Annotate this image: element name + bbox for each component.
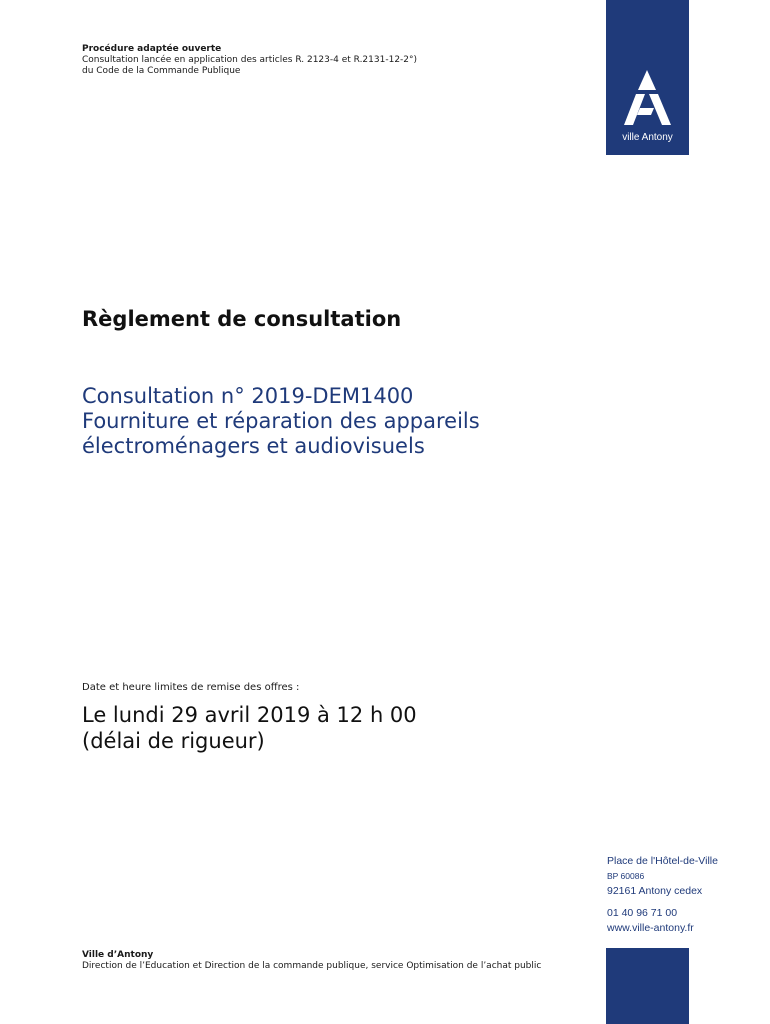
deadline-block [82,702,417,754]
deadline-label: Date et heure limites de remise des offres : [82,682,300,693]
contact-block [607,854,718,936]
bottom-band [606,948,689,1024]
deadline-date: Le lundi 29 avril 2019 à 12 h 00 [82,703,417,727]
footer-organization: Ville d’Antony [82,950,154,960]
procedure-header [82,44,417,77]
procedure-line-1: Consultation lancée en application des articles R. 2123-4 et R.2131-12-2°) [82,55,418,65]
logo-band [606,0,689,155]
procedure-title: Procédure adaptée ouverte [82,44,222,54]
subject-line-1: Fourniture et réparation des appareils [82,409,480,433]
logo-text: ville Antony [622,132,673,143]
phone-number: 01 40 96 71 00 [607,907,678,919]
footer-department: Direction de l’Education et Direction de la commande publique, service Optimisation de l’achat public [82,961,542,971]
consultation-block [82,384,480,459]
website-link[interactable]: www.ville-antony.fr [607,922,694,934]
footer [82,950,541,972]
antony-logo-icon [620,70,675,125]
address-line-2: BP 60086 [607,871,645,881]
document-title: Règlement de consultation [82,307,402,331]
address-line-1: Place de l'Hôtel-de-Ville [607,855,718,867]
deadline-note: (délai de rigueur) [82,729,265,753]
consultation-number: Consultation n° 2019-DEM1400 [82,384,414,408]
subject-line-2: électroménagers et audiovisuels [82,434,425,458]
procedure-line-2: du Code de la Commande Publique [82,66,241,76]
address-line-3: 92161 Antony cedex [607,885,703,897]
